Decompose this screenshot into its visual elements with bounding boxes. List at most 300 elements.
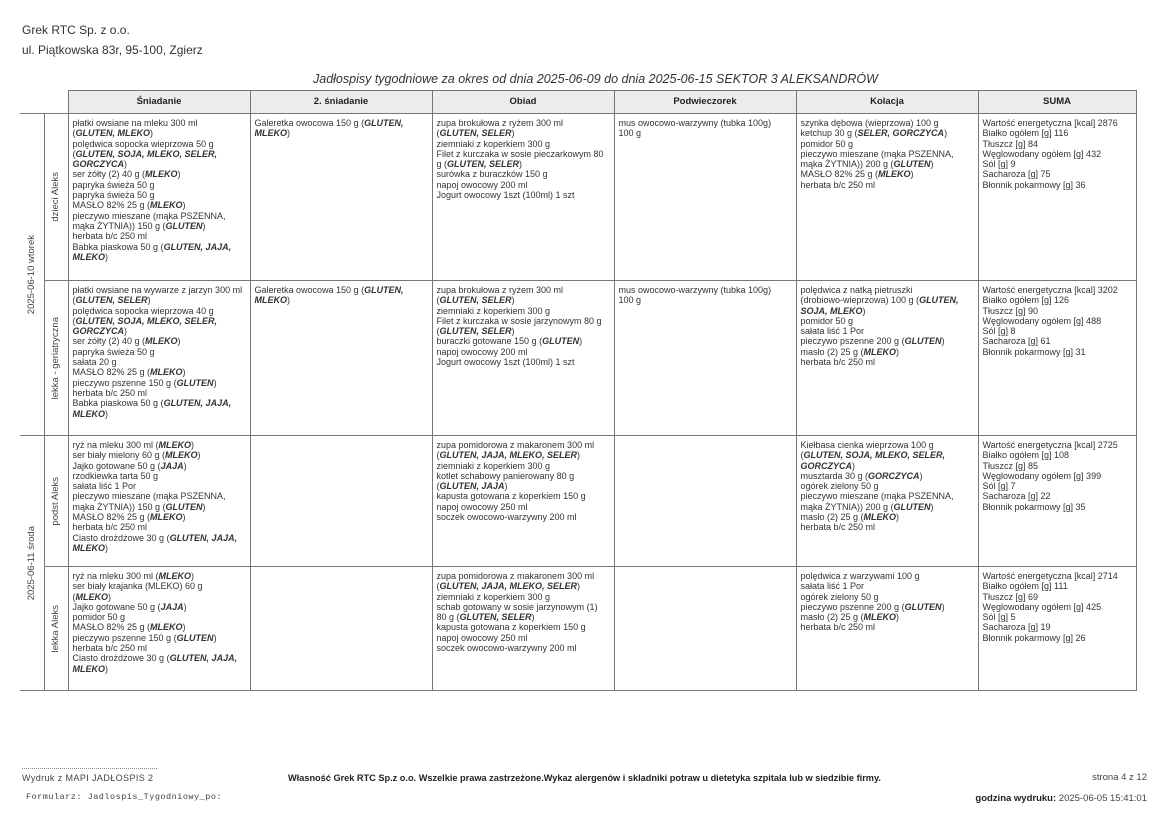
menu-item [437,326,611,336]
menu-item [983,612,1133,622]
item-text: MASŁO 82% 25 g ( [72,622,151,633]
allergen-text: JAJA [160,460,184,471]
item-text: herbata b/c 250 ml [72,387,148,398]
item-text: Tłuszcz [g] 90 [982,305,1039,316]
menu-item [801,347,975,357]
item-text: ) [511,128,515,139]
item-text: ryż na mleku 300 ml ( [72,440,159,450]
menu-item [73,326,247,336]
item-text: ser biały krajanka (MLEKO) 60 g [72,581,203,592]
meal-cell [68,281,250,436]
item-text: pieczywo pszenne 150 g ( [72,632,177,643]
item-text: ) [896,346,900,357]
item-text: mus owocowo-warzywny (tubka 100g) [618,285,772,295]
item-text: ) [191,571,195,581]
item-text: pieczywo pszenne 200 g ( [800,601,905,612]
item-text: Błonnik pokarmowy [g] 35 [982,501,1086,512]
menu-item [73,409,247,419]
menu-item [801,139,975,149]
allergen-text: GLUTEN, SELER [439,128,512,139]
allergen-text: MLEKO [863,512,897,523]
menu-item [801,581,975,591]
menu-item [73,533,247,543]
item-text: Błonnik pokarmowy [g] 26 [982,632,1086,643]
allergen-text: GLUTEN, SELER [439,326,512,337]
menu-item [73,221,247,231]
item-text: płatki owsiane na mleku 300 ml [72,118,198,128]
item-text: Białko ogółem [g] 108 [982,450,1070,461]
menu-item [73,512,247,522]
allergen-text: GLUTEN [165,501,203,512]
menu-item [983,118,1133,128]
item-text: mąka ŻYTNIA)) 200 g ( [800,159,894,170]
menu-item [437,336,611,346]
menu-item [801,571,975,581]
item-text: ) [202,220,206,231]
allergen-text: GLUTEN, [919,295,959,306]
menu-item [983,306,1133,316]
menu-item [983,316,1133,326]
meal-cell [796,114,978,281]
menu-item [437,440,611,450]
item-text: mąka ŻYTNIA)) 200 g ( [800,501,894,512]
item-text: napoj owocowy 250 ml [436,632,528,643]
menu-item [73,622,247,632]
table-row [20,114,1136,281]
menu-item [73,336,247,346]
allergen-text: MLEKO [145,336,178,347]
menu-item [983,180,1133,190]
allergen-text: GORCZYCA [72,326,124,337]
menu-item [73,190,247,200]
diet-cell [44,436,68,567]
item-text: soczek owocowo-warzywny 200 ml [436,512,577,523]
item-text: ziemniaki z koperkiem 300 g [436,138,551,149]
item-text: masło (2) 25 g ( [800,512,864,523]
menu-item [73,491,247,501]
item-text: Wartość energetyczna [kcal] 2876 [982,118,1118,128]
print-time [975,793,1147,804]
item-text: ) [182,512,186,523]
allergen-text: MLEKO [150,200,183,211]
item-text: Jajko gotowane 50 g ( [72,460,161,471]
allergen-text: GLUTEN, [364,285,404,295]
item-text: ) [183,601,187,612]
item-text: Ciasto drożdżowe 30 g ( [72,532,170,543]
allergen-text: GLUTEN, JAJA, [169,532,238,543]
allergen-text: MLEKO [878,169,911,180]
item-text: ser żółty (2) 40 g ( [72,336,146,347]
menu-item [801,481,975,491]
menu-item [801,461,975,471]
menu-item [801,471,975,481]
item-text: Węglowodany ogółem [g] 425 [982,601,1102,612]
menu-item [437,139,611,149]
item-text: Ciasto drożdżowe 30 g ( [72,653,170,664]
allergen-text: GLUTEN [904,601,942,612]
item-text: surówka z buraczków 150 g [436,169,548,180]
allergen-text: GLUTEN, SOJA, MLEKO, SELER, [75,148,218,159]
item-text: Białko ogółem [g] 111 [982,581,1068,592]
item-text: sałata liść 1 Por [72,481,137,492]
header-podwieczorek: Podwieczorek [614,91,796,114]
meal-cell [432,567,614,691]
item-text: ) [852,460,855,471]
item-text: płatki owsiane na wywarze z jarzyn 300 ml [72,285,243,295]
menu-item [801,592,975,602]
item-text: masło (2) 25 g ( [800,612,864,623]
item-text: rzodkiewka tarta 50 g [72,470,159,481]
item-text: ) [519,159,523,170]
footer-form: Formularz: Jadlospis_Tygodniowy_po: [26,792,223,802]
item-text: pieczywo mieszane (mąka PSZENNA, [800,148,954,159]
allergen-text: GORCZYCA [800,460,852,471]
menu-item [437,502,611,512]
item-text: polędwica sopocka wieprzowa 50 g [72,138,214,149]
item-text: 80 g ( [436,612,460,623]
allergen-text: MLEKO [150,367,183,378]
menu-item [437,306,611,316]
menu-item [73,159,247,169]
menu-item [983,461,1133,471]
menu-item [73,602,247,612]
menu-item [437,622,611,632]
meal-cell [796,281,978,436]
allergen-text: MLEKO [165,450,198,461]
menu-item [437,571,611,581]
item-text: ser biały mielony 60 g ( [72,450,166,461]
menu-item [437,149,611,159]
menu-item [437,491,611,501]
menu-item [73,522,247,532]
menu-item [437,481,611,491]
allergen-text: MLEKO [72,251,105,262]
item-text: ) [108,591,111,602]
menu-item [73,502,247,512]
allergen-text: GLUTEN [165,220,203,231]
meal-cell [432,436,614,567]
item-text: ) [105,408,108,419]
allergen-text: GLUTEN [176,377,214,388]
menu-item [437,592,611,602]
allergen-text: GLUTEN [542,336,580,347]
item-text: Błonnik pokarmowy [g] 31 [982,346,1086,357]
menu-item [801,326,975,336]
allergen-text: MLEKO [72,663,105,674]
item-text: ( [800,450,804,461]
item-text: Jajko gotowane 50 g ( [72,601,161,612]
item-text: ( [72,128,76,139]
item-text: pomidor 50 g [800,138,854,149]
item-text: pieczywo pszenne 150 g ( [72,377,177,388]
menu-item [983,502,1133,512]
item-text: pieczywo pszenne 200 g ( [800,336,905,347]
diet-name: dzieci Aleks [49,172,61,222]
item-text: buraczki gotowane 150 g ( [436,336,543,347]
item-text: mąka ŻYTNIA)) 150 g ( [72,220,166,231]
item-text: mus owocowo-warzywny (tubka 100g) [618,118,772,128]
item-text: Kiełbasa cienka wieprzowa 100 g [800,440,934,450]
meal-cell [250,567,432,691]
item-text: MASŁO 82% 25 g ( [800,169,879,180]
menu-item [801,602,975,612]
item-text: 100 g [618,128,642,139]
item-text: MASŁO 82% 25 g ( [72,512,151,523]
item-text: ogórek zielony 50 g [800,591,879,602]
company-name: Grek RTC Sp. z o.o. [22,23,130,37]
item-text: Wartość energetyczna [kcal] 2725 [982,440,1118,450]
item-text: zupa pomidorowa z makaronem 300 ml [436,440,595,450]
item-text: herbata b/c 250 ml [72,231,148,242]
suma-cell [978,567,1136,691]
item-text: ) [202,501,206,512]
item-text: herbata b/c 250 ml [800,357,876,368]
print-time-label: godzina wydruku: [975,793,1057,804]
menu-item [801,306,975,316]
diet-name: lekka - geriatryczna [49,316,61,400]
item-text: ) [577,581,581,592]
allergen-text: GLUTEN, JAJA, [169,653,238,664]
item-text: Jogurt owocowy 1szt (100ml) 1 szt [436,190,575,201]
item-text: musztarda 30 g ( [800,470,869,481]
item-text: ) [531,612,535,623]
item-text: ) [579,336,583,347]
item-text: napoj owocowy 200 ml [436,179,528,190]
allergen-text: MLEKO [863,612,897,623]
item-text: schab gotowany w sosie jarzynowym (1) [436,601,598,612]
diet-name: lekka Aleks [49,604,61,653]
meal-cell [432,114,614,281]
item-text: Białko ogółem [g] 116 [982,128,1069,139]
item-text: Błonnik pokarmowy [g] 36 [982,179,1086,190]
item-text: ( [72,591,76,602]
table-row [20,567,1136,691]
page-title: Jadłospisy tygodniowe za okres od dnia 2025-06-09 do dnia 2025-06-15 SEKTOR 3 ALEKSANDRÓW [313,72,878,86]
suma-cell [978,281,1136,436]
item-text: papryka świeża 50 g [72,179,155,190]
menu-item [437,190,611,200]
diet-cell [44,567,68,691]
allergen-text: MLEKO [158,440,192,450]
allergen-text: JAJA [160,601,184,612]
item-text: ( [436,450,440,461]
table-row [20,436,1136,567]
menu-item [983,450,1133,460]
menu-item [73,664,247,674]
meal-cell [250,281,432,436]
menu-item [801,502,975,512]
menu-item [983,491,1133,501]
suma-cell [978,114,1136,281]
item-text: Galeretka owocowa 150 g ( [254,285,365,295]
menu-item [619,285,793,295]
item-text: sałata liść 1 Por [800,326,865,337]
item-text: zupa pomidorowa z makaronem 300 ml [436,571,595,581]
menu-item [437,612,611,622]
header-blank [44,91,68,114]
allergen-text: GLUTEN [893,501,931,512]
menu-item [437,581,611,591]
meal-cell [614,114,796,281]
header-drugie-sniadanie: 2. śniadanie [250,91,432,114]
item-text: ziemniaki z koperkiem 300 g [436,591,551,602]
menu-item [73,231,247,241]
item-text: Węglowodany ogółem [g] 488 [982,315,1102,326]
day-date-cell [20,436,44,691]
item-text: pieczywo mieszane (mąka PSZENNA, [800,491,954,502]
item-text: ( [72,295,76,306]
item-text: ziemniaki z koperkiem 300 g [436,305,551,316]
day-date: 2025-06-11 środa [25,525,37,601]
item-text: herbata b/c 250 ml [800,522,876,533]
menu-item [801,622,975,632]
item-text: ) [930,159,934,170]
meal-cell [250,436,432,567]
menu-item [983,159,1133,169]
menu-item [73,252,247,262]
menu-item [73,440,247,450]
menu-item [437,316,611,326]
item-text: masło (2) 25 g ( [800,346,864,357]
print-time-value: 2025-06-05 15:41:01 [1058,793,1147,804]
menu-item [437,633,611,643]
item-text: ) [896,612,900,623]
meal-cell [250,114,432,281]
item-text: herbata b/c 250 ml [72,522,148,533]
item-text: ) [177,169,181,180]
menu-item [255,295,429,305]
item-text: ) [944,128,948,139]
allergen-text: GLUTEN, JAJA, MLEKO, SELER [439,450,578,461]
allergen-text: MLEKO [72,408,105,419]
menu-item [73,285,247,295]
menu-item [983,169,1133,179]
allergen-text: GORCZYCA [72,159,124,170]
item-text: (drobiowo-wieprzowa) 100 g ( [800,295,920,306]
menu-item [983,481,1133,491]
menu-item [801,180,975,190]
item-text: ) [941,601,945,612]
menu-item [983,326,1133,336]
menu-item [437,128,611,138]
menu-item [619,128,793,138]
item-text: ) [150,128,153,139]
item-text: Sól [g] 5 [982,612,1016,623]
menu-item [983,128,1133,138]
item-text: ( [436,326,440,337]
allergen-text: GLUTEN [893,159,931,170]
item-text: ) [941,336,945,347]
menu-item [619,118,793,128]
item-text: herbata b/c 250 ml [800,179,876,190]
item-text: ) [105,663,108,674]
item-text: ) [511,326,515,337]
item-text: ) [930,501,934,512]
allergen-text: GLUTEN, SELER [75,295,148,306]
item-text: Sacharoza [g] 19 [982,622,1051,633]
menu-item [983,471,1133,481]
meal-cell [796,436,978,567]
menu-item [983,602,1133,612]
allergen-text: MLEKO [158,571,192,581]
meal-cell [68,567,250,691]
menu-item [73,450,247,460]
item-text: sałata 20 g [72,357,117,368]
menu-item [437,169,611,179]
item-text: napoj owocowy 250 ml [436,501,528,512]
menu-item [73,149,247,159]
header-suma: SUMA [978,91,1136,114]
menu-item [801,159,975,169]
item-text: ( [436,128,440,139]
meal-cell [68,436,250,567]
menu-item [983,592,1133,602]
item-text: soczek owocowo-warzywny 200 ml [436,643,577,654]
item-text: ) [862,305,866,316]
item-text: ziemniaki z koperkiem 300 g [436,460,551,471]
item-text: ( [436,295,440,306]
item-text: ) [124,159,127,170]
menu-item [255,285,429,295]
item-text: ) [182,200,186,211]
menu-item [73,367,247,377]
menu-item [983,149,1133,159]
item-text: ) [919,470,923,481]
item-text: 100 g [618,295,642,306]
meal-cell [796,567,978,691]
table-row [20,281,1136,436]
item-text: szynka dębowa (wieprzowa) 100 g [800,118,939,128]
menu-item [73,633,247,643]
item-text: ) [213,632,217,643]
allergen-text: MLEKO [150,512,183,523]
item-text: Sacharoza [g] 75 [982,169,1051,180]
item-text: papryka świeża 50 g [72,346,155,357]
item-text: ) [183,460,187,471]
menu-item [983,336,1133,346]
day-date: 2025-06-10 wtorek [25,234,37,315]
menu-item [801,149,975,159]
item-text: ) [287,128,290,139]
item-text: Węglowodany ogółem [g] 432 [982,148,1102,159]
item-text: MASŁO 82% 25 g ( [72,200,151,211]
item-text: ) [197,450,201,461]
item-text: ) [182,367,186,378]
item-text: pieczywo mieszane (mąka PSZENNA, [72,491,226,502]
meal-cell [432,281,614,436]
menu-item [983,581,1133,591]
menu-item [255,118,429,128]
menu-item [73,306,247,316]
allergen-text: GLUTEN, JAJA, [163,241,232,252]
menu-item [73,118,247,128]
item-text: polędwica sopocka wieprzowa 40 g [72,305,214,316]
menu-item [619,295,793,305]
menu-item [73,543,247,553]
menu-item [73,347,247,357]
allergen-text: GLUTEN, SOJA, MLEKO, SELER, [75,315,218,326]
menu-item [73,128,247,138]
menu-item [801,118,975,128]
allergen-text: GLUTEN [176,632,214,643]
allergen-text: GLUTEN, SELER [459,612,532,623]
menu-item [983,295,1133,305]
allergen-text: MLEKO [863,346,897,357]
meal-cell [614,567,796,691]
menu-item [73,295,247,305]
item-text: Tłuszcz [g] 85 [982,460,1039,471]
item-text: ) [896,512,900,523]
